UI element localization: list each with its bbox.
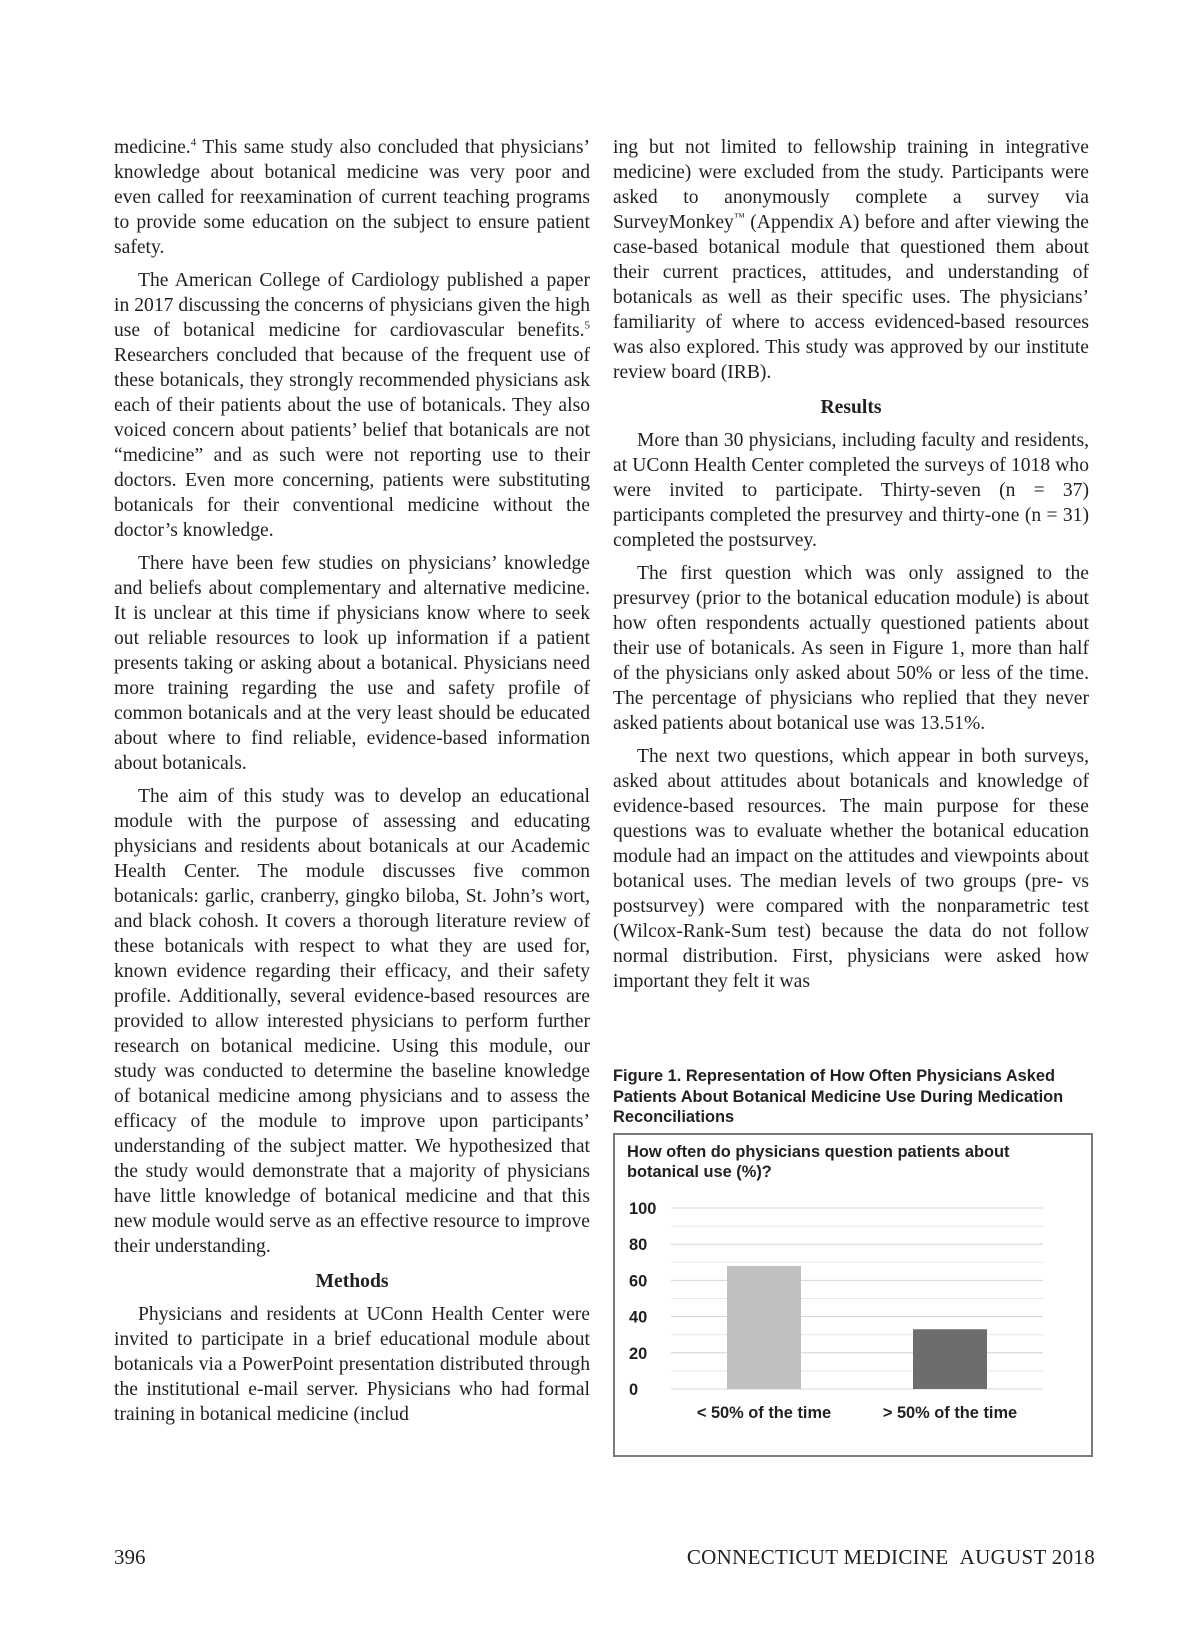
right-column: [613, 135, 1089, 994]
left-column: [114, 135, 590, 1427]
page-number: 396: [114, 1545, 146, 1569]
x-tick-label-1: < 50% of the time: [696, 1404, 832, 1422]
y-tick-label-40: 40: [629, 1308, 648, 1327]
paragraph-first-question: The first question which was only assigned to the presurvey (prior to the botanical education module) is about how often respondents actually questioned patients about their use of botanicals. As seen in Figure 1, more than half of the physicians only asked about 50% or less of the time. The percentage of physicians who replied that they never asked patients about botanical use was 13.51%.: [613, 563, 1089, 734]
trademark-symbol: ™: [733, 211, 745, 224]
paragraph-intro-continued: medicine.$^4$ This same study also concluded that physicians’ knowledge about botanical medicine was very poor and even called for reexamination of current teaching programs to provide some education on the subject to ensure patient safety.: [114, 136, 590, 258]
citation-4: 4: [190, 136, 197, 149]
figure-1-chart: [613, 1133, 1093, 1457]
paragraph-next-questions: The next two questions, which appear in both surveys, asked about attitudes about botanicals and knowledge of evidence-based resources. The main purpose for these questions was to evaluate whether the botanical education module had an impact on the attitudes and viewpoints about botanical uses. The median levels of two groups (pre- vs postsurvey) were compared with the nonparametric test (Wilcox-Rank-Sum test) because the data do not follow normal distribution. First, physicians were asked how important they felt it was: [613, 746, 1089, 992]
y-tick-label-20: 20: [629, 1344, 648, 1363]
paragraph-study-aim: The aim of this study was to develop an educational module with the purpose of assessing and educating physicians and residents about botanicals at our Academic Health Center. The module discusses five common botanicals: garlic, cranberry, gingko biloba, St. John’s wort, and black cohosh. It covers a thorough literature review of these botanicals with respect to what they are used for, known evidence regarding their efficacy, and their safety profile. Additionally, several evidence-based resources are provided to allow interested physicians to perform further research on botanical medicine. Using this module, our study was conducted to determine the baseline knowledge of botanical medicine among physicians and to assess the efficacy of the module to improve upon participants’ understanding of the subject matter. We hypothesized that the study would demonstrate that a majority of physicians have little knowledge of botanical medicine and that this new module would serve as an effective resource to improve their understanding.: [114, 786, 590, 1257]
journal-name: CONNECTICUT MEDICINE: [686, 1545, 949, 1569]
bar-1: [727, 1266, 801, 1389]
bar-2: [913, 1329, 987, 1389]
x-tick-label-2: > 50% of the time: [882, 1404, 1018, 1422]
y-tick-label-0: 0: [629, 1381, 639, 1399]
issue-date: AUGUST 2018: [959, 1545, 1095, 1569]
figure-caption: Figure 1. Representation of How Often Physicians Asked Patients About Botanical Medicine Use During Medication Reconciliations: [613, 1067, 1064, 1126]
citation-5: 5: [584, 319, 590, 332]
paragraph-participants: More than 30 physicians, including faculty and residents, at UConn Health Center completed the surveys of 1018 who were invited to participate. Thirty-seven (n = 37) participants completed the presurvey and thirty-one (n = 31) completed the postsurvey.: [613, 430, 1089, 551]
paragraph-acc-paper: The American College of Cardiology published a paper in 2017 discussing the concerns of physicians given the high use of botanical medicine for cardiovascular benefits.$^5$ Researchers concluded that because of the frequent use of these botanicals, they strongly recommended physicians ask each of their patients about the use of botanicals. They also voiced concern about patients’ belief that botanicals are not “medicine” and as such were not reporting use to their doctors. Even more concerning, patients were substituting botanicals for their conventional medicine without the doctor’s knowledge.: [114, 270, 590, 541]
y-tick-label-60: 60: [629, 1272, 648, 1291]
bar-chart: [615, 1135, 1091, 1455]
y-tick-label-100: 100: [629, 1200, 657, 1218]
chart-title: How often do physicians question patients about botanical use (%)?: [627, 1143, 1010, 1181]
methods-heading: Methods: [315, 1271, 389, 1292]
y-tick-label-80: 80: [629, 1236, 648, 1255]
paragraph-methods: Physicians and residents at UConn Health Center were invited to participate in a brief educational module about botanicals via a PowerPoint presentation distributed through the institutional e-mail server. Physicians who had formal training in botanical medicine (includ: [114, 1304, 590, 1425]
journal-issue-footer: [687, 1545, 1095, 1569]
paragraph-few-studies: There have been few studies on physicians’ knowledge and beliefs about complementary and alternative medicine. It is unclear at this time if physicians know where to seek out reliable resources to look up information if a patient presents taking or asking about a botanical. Physicians need more training regarding the use and safety profile of common botanicals and at the very least should be educated about where to find reliable, evidence-based information about botanicals.: [114, 553, 590, 774]
paragraph-methods-continued: ing but not limited to fellowship training in integrative medicine) were excluded from the study. Participants were asked to anonymously complete a survey via SurveyMonkey™ (Appendix A) before and after viewing the case-based botanical module that questioned them about their current practices, attitudes, and understanding of botanicals as well as their specific uses. The physicians’ familiarity of where to access evidenced-based resources was also explored. This study was approved by our institute review board (IRB).: [613, 137, 1089, 383]
results-heading: Results: [820, 397, 882, 418]
